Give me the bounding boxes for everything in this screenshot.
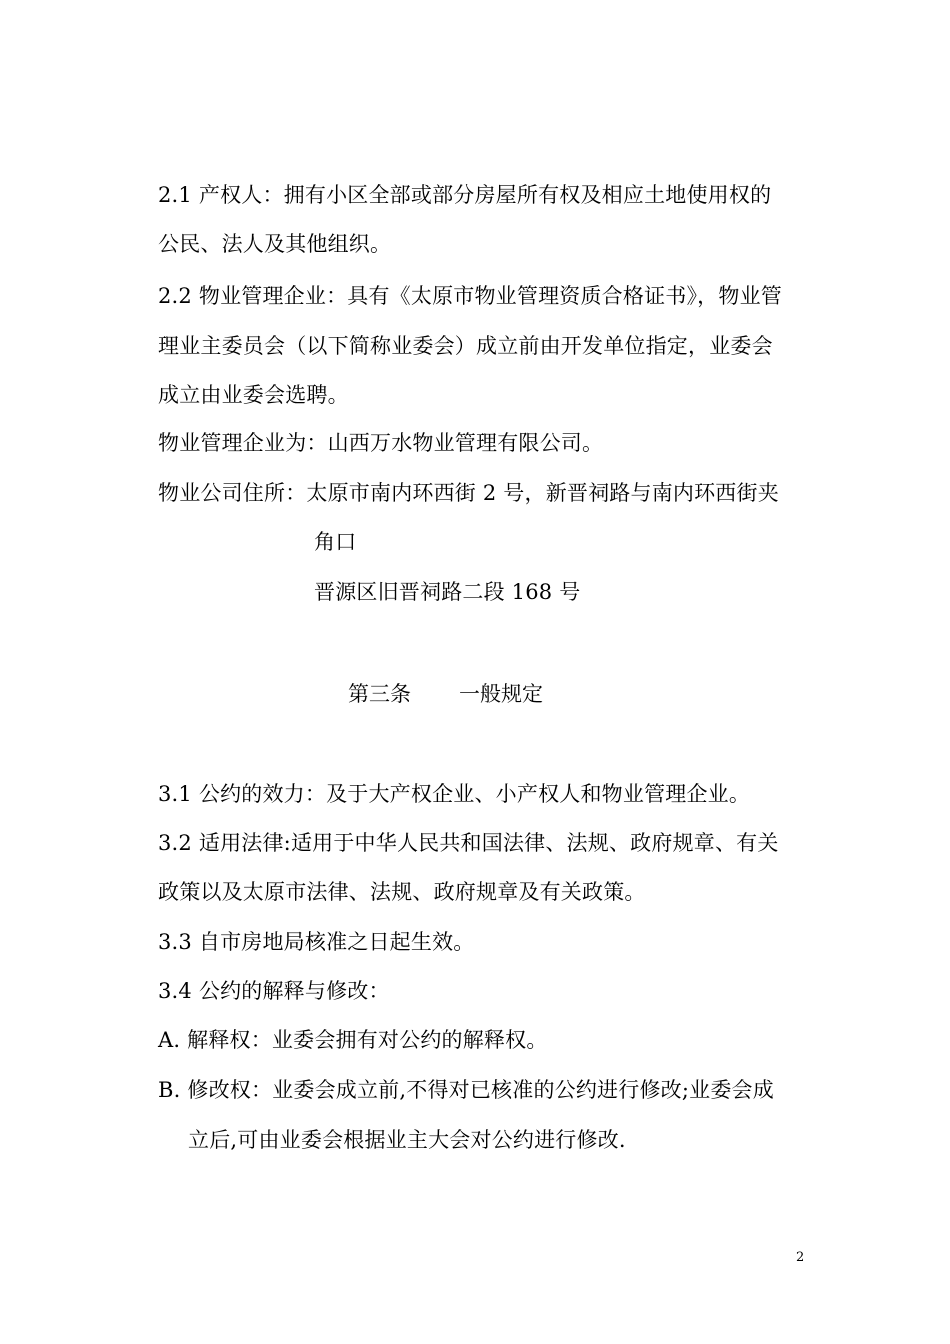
item-b-line-2: 立后,可由业委会根据业主大会对公约进行修改. bbox=[188, 1128, 626, 1152]
clause-2-2-line-3: 成立由业委会选聘。 bbox=[158, 383, 349, 407]
article-3-heading bbox=[348, 679, 543, 709]
page-number: 2 bbox=[796, 1250, 805, 1265]
clause-3-3: 3.3 自市房地局核准之日起生效。 bbox=[158, 930, 475, 954]
address-line-2: 角口 bbox=[314, 530, 357, 554]
clause-2-1-line-2: 公民、法人及其他组织。 bbox=[158, 232, 392, 256]
item-b-line-1: B. 修改权：业委会成立前,不得对已核准的公约进行修改;业委会成 bbox=[158, 1078, 774, 1102]
article-3-number: 第三条 bbox=[348, 682, 411, 706]
company-name-line: 物业管理企业为：山西万水物业管理有限公司。 bbox=[158, 431, 604, 455]
clause-3-4: 3.4 公约的解释与修改： bbox=[158, 979, 390, 1003]
clause-3-2-line-2: 政策以及太原市法律、法规、政府规章及有关政策。 bbox=[158, 880, 646, 904]
article-3-title: 一般规定 bbox=[459, 682, 543, 706]
clause-3-1: 3.1 公约的效力：及于大产权企业、小产权人和物业管理企业。 bbox=[158, 782, 751, 806]
clause-2-1-line-1: 2.1 产权人：拥有小区全部或部分房屋所有权及相应土地使用权的 bbox=[158, 183, 772, 207]
address-line-1: 物业公司住所：太原市南内环西街 2 号，新晋祠路与南内环西街夹 bbox=[158, 481, 779, 505]
clause-3-2-line-1: 3.2 适用法律:适用于中华人民共和国法律、法规、政府规章、有关 bbox=[158, 831, 779, 855]
item-a-line: A. 解释权：业委会拥有对公约的解释权。 bbox=[158, 1028, 548, 1052]
clause-2-2-line-2: 理业主委员会（以下简称业委会）成立前由开发单位指定，业委会 bbox=[158, 334, 773, 358]
clause-2-2-line-1: 2.2 物业管理企业：具有《太原市物业管理资质合格证书》，物业管 bbox=[158, 284, 782, 308]
address-line-3: 晋源区旧晋祠路二段 168 号 bbox=[314, 580, 581, 604]
